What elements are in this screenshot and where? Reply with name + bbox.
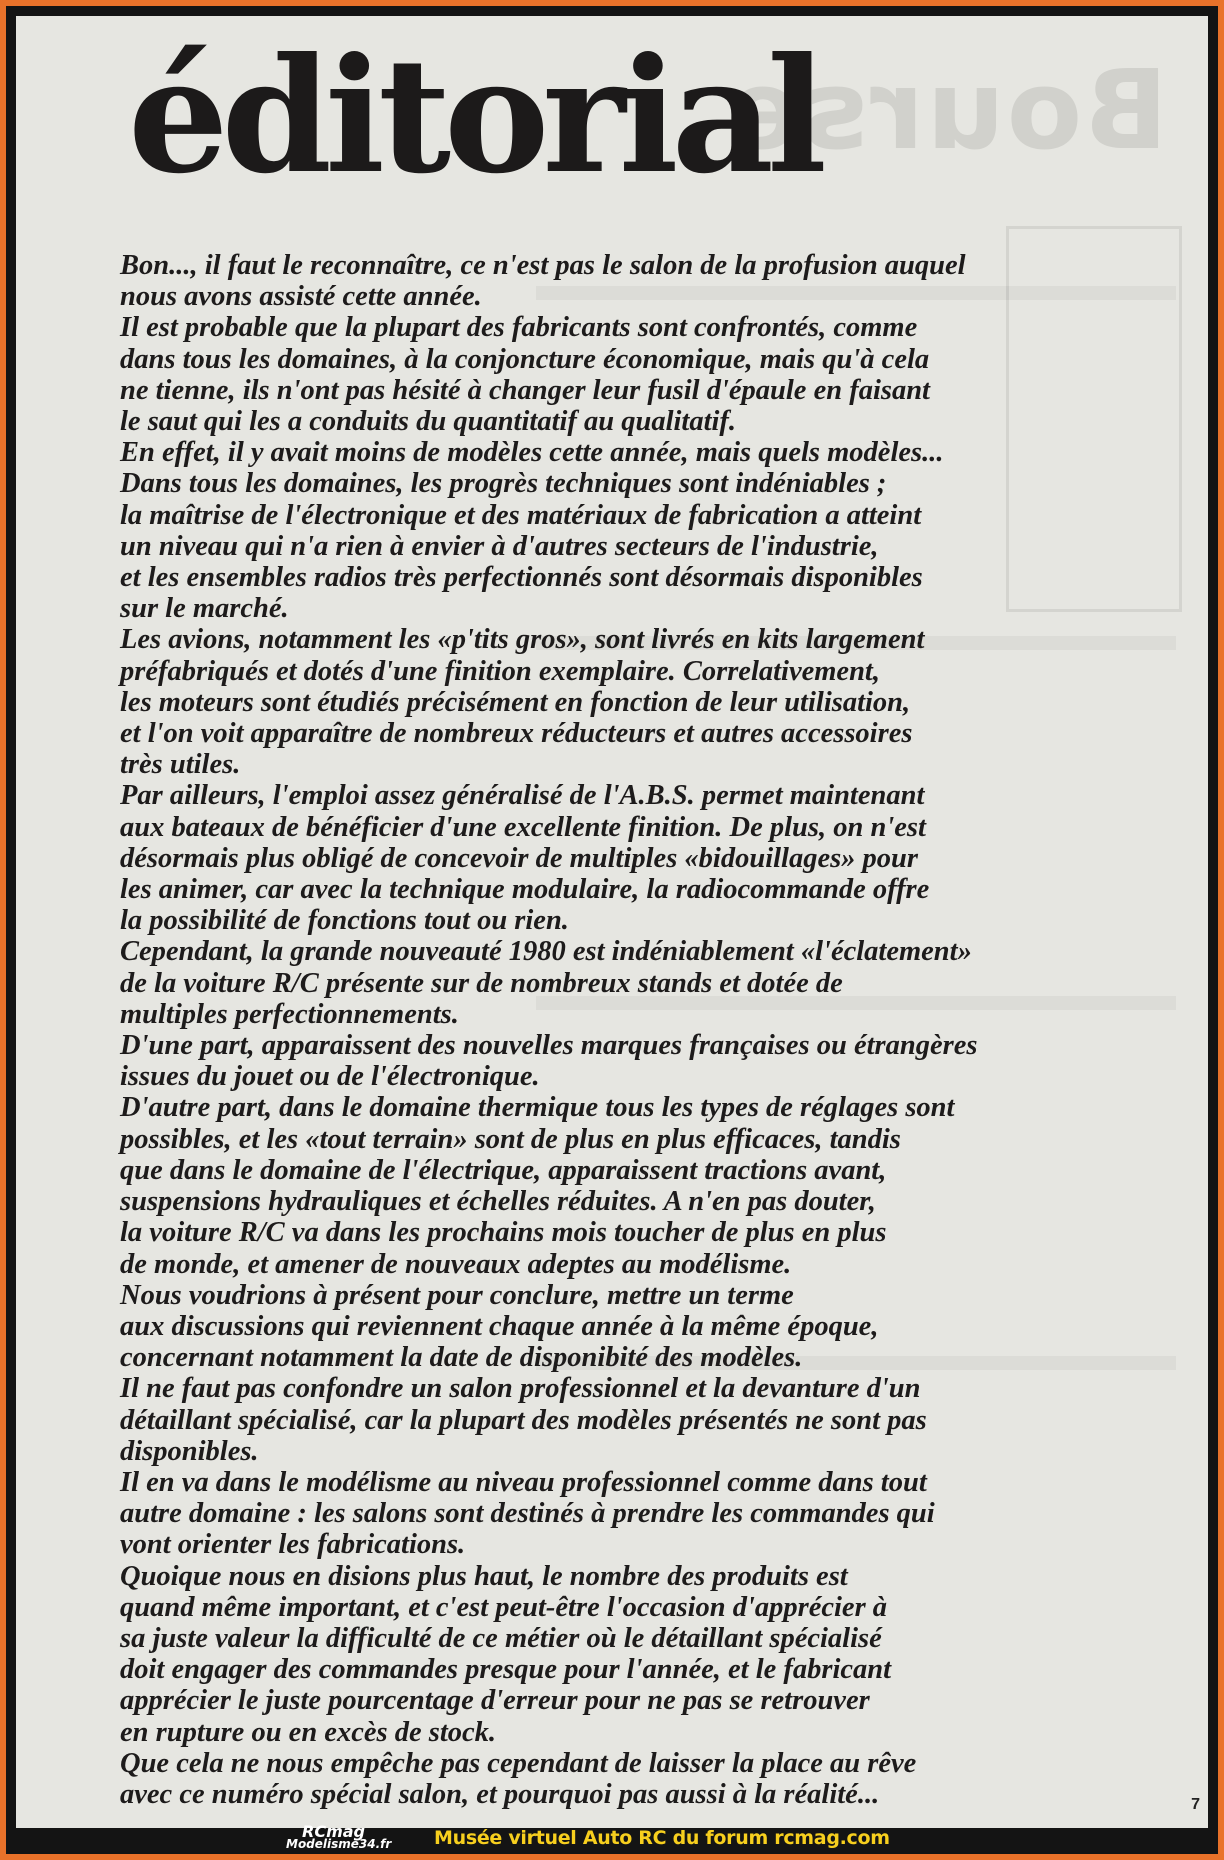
logo-sub-text: Modelisme34.fr <box>286 1837 392 1851</box>
museum-caption: Musée virtuel Auto RC du forum rcmag.com <box>434 1827 890 1849</box>
paragraph: Il en va dans le modélisme au niveau professionnel comme dans tout autre domaine : les salons sont destinés à prendre les commandes qui vont orienter les fabrications. <box>120 1466 935 1561</box>
magazine-page <box>16 16 1208 1828</box>
paragraph: Il est probable que la plupart des fabricants sont confrontés, comme dans tous les domaines, à la conjoncture économique, mais qu'à cela ne tienne, ils n'ont pas hésité à changer leur fusil d'épaule en faisant le saut qui les a conduits du quantitatif au qualitatif. <box>120 312 930 438</box>
logo-main-text: RCmag <box>302 1822 365 1841</box>
paragraph: Les avions, notamment les «p'tits gros», sont livrés en kits largement préfabriqués et dotés d'une finition exemplaire. Correlativement, les moteurs sont étudiés précisément en fonction de leur utilisation, et l'on voit apparaître de nombreux réducteurs et autres accessoires très utiles. <box>120 624 925 781</box>
paragraph: D'une part, apparaissent des nouvelles marques françaises ou étrangères issues du jouet ou de l'électronique. <box>120 1030 978 1093</box>
scan-frame <box>6 6 1218 1854</box>
page-title: éditorial <box>128 24 821 209</box>
editorial-body <box>120 250 1120 1810</box>
paragraph: En effet, il y avait moins de modèles cette année, mais quels modèles... <box>120 437 944 469</box>
paragraph: D'autre part, dans le domaine thermique tous les types de réglages sont possibles, et les «tout terrain» sont de plus en plus efficaces, tandis que dans le domaine de l'électrique, apparaissent tractions avant, suspensions hydrauliques et échelles réduites. A n'en pas douter, la voiture R/C va dans les prochains mois toucher de plus en plus de monde, et amener de nouveaux adeptes au modélisme. <box>120 1092 955 1280</box>
paragraph: Il ne faut pas confondre un salon professionnel et la devanture d'un détaillant spécialisé, car la plupart des modèles présentés ne sont pas disponibles. <box>120 1373 927 1467</box>
paragraph: Par ailleurs, l'emploi assez généralisé de l'A.B.S. permet maintenant aux bateaux de bénéficier d'une excellente finition. De plus, on n'est désormais plus obligé de concevoir de multiples «bidouillages» pour les animer, car avec la technique modulaire, la radiocommande offre la possibilité de fonctions tout ou rien. <box>120 780 930 937</box>
paragraph: Cependant, la grande nouveauté 1980 est indéniablement «l'éclatement» de la voiture R/C présente sur de nombreux stands et dotée de multiples perfectionnements. <box>120 936 972 1030</box>
paragraph: Bon..., il faut le reconnaître, ce n'est pas le salon de la profusion auquel nous avons assisté cette année. <box>120 250 966 313</box>
page-number: 7 <box>1191 1796 1200 1813</box>
show-through-text: Bourse <box>723 46 1168 174</box>
paragraph: Quoique nous en disions plus haut, le nombre des produits est quand même important, et c'est peut-être l'occasion d'apprécier à sa juste valeur la difficulté de ce métier où le détaillant spécialisé doit engager des commandes presque pour l'année, et le fabricant apprécier le juste pourcentage d'erreur pour ne pas se retrouver en rupture ou en excès de stock. <box>120 1560 892 1748</box>
paragraph: Dans tous les domaines, les progrès techniques sont indéniables ; la maîtrise de l'électronique et des matériaux de fabrication a atteint un niveau qui n'a rien à envier à d'autres secteurs de l'industrie, et les ensembles radios très perfectionnés sont désormais disponibles sur le marché. <box>120 468 923 625</box>
paragraph: Nous voudrions à présent pour conclure, mettre un terme aux discussions qui reviennent chaque année à la même époque, concernant notamment la date de disponibité des modèles. <box>120 1279 879 1374</box>
rcmag-logo <box>286 1822 436 1854</box>
watermark-footer <box>6 1822 1218 1854</box>
paragraph: Que cela ne nous empêche pas cependant de laisser la place au rêve avec ce numéro spécial salon, et pourquoi pas aussi à la réalité... <box>120 1747 917 1810</box>
